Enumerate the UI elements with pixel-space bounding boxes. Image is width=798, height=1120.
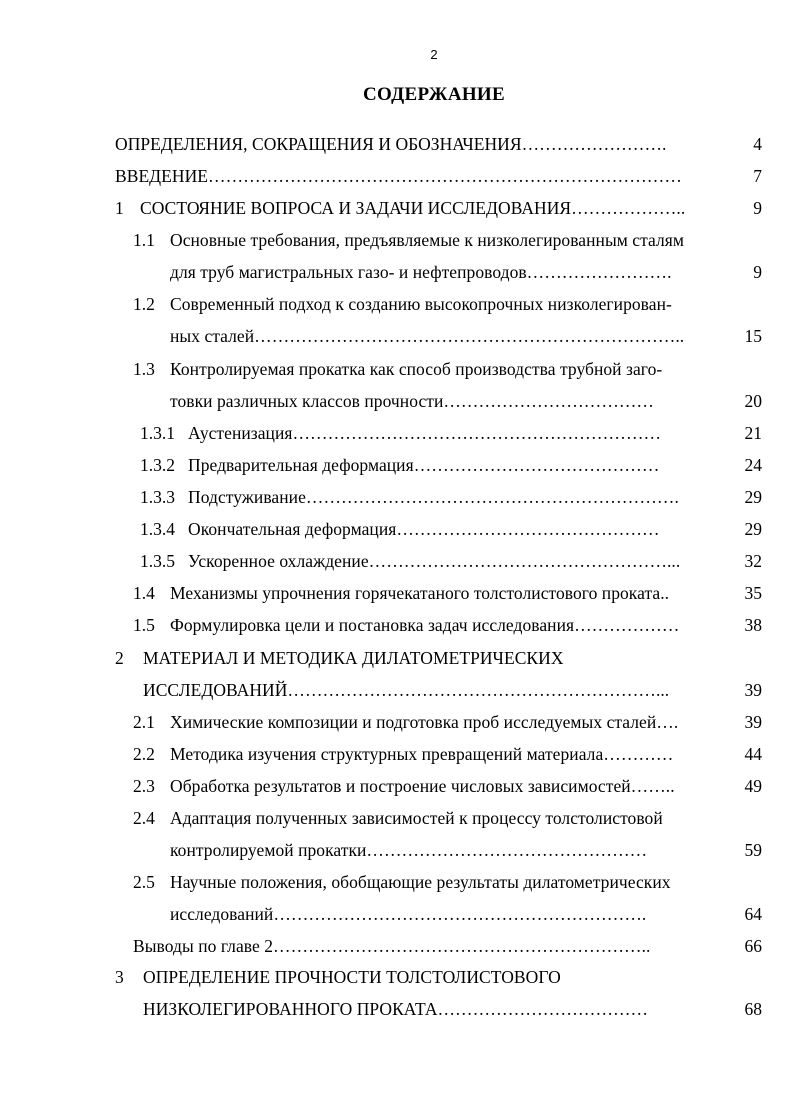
toc-entry-1-3-5[interactable] [140, 548, 730, 574]
toc-entry-2-3[interactable] [133, 773, 730, 799]
toc-entry-2-2[interactable] [133, 741, 730, 767]
toc-entry-number: 1 [115, 198, 124, 218]
toc-entry-title: Адаптация полученных зависимостей к процессу толстолистовой [170, 808, 663, 828]
toc-entry-title-cont: НИЗКОЛЕГИРОВАННОГО ПРОКАТА……………………………… [143, 999, 649, 1019]
toc-entry-2-1[interactable] [133, 709, 730, 735]
toc-entry-title: МАТЕРИАЛ И МЕТОДИКА ДИЛАТОМЕТРИЧЕСКИХ [143, 648, 564, 668]
toc-entry-chapter-1[interactable] [115, 195, 730, 221]
toc-entry-page: 38 [744, 615, 762, 635]
toc-entry-number: 1.5 [133, 615, 155, 635]
toc-entry-1-1-continued[interactable] [170, 259, 730, 285]
toc-entry-page: 68 [744, 999, 762, 1019]
toc-entry-conclusions-2[interactable] [133, 933, 730, 959]
toc-entry-page: 66 [744, 936, 762, 956]
toc-entry-page: 21 [744, 423, 762, 443]
toc-entry-title: Механизмы упрочнения горячекатаного толстолистового проката.. [170, 583, 670, 603]
toc-entry-1-1[interactable] [133, 227, 730, 253]
toc-entry-1-3[interactable] [133, 356, 730, 382]
toc-entry-page: 7 [753, 166, 762, 186]
toc-entry-1-2[interactable] [133, 291, 730, 317]
toc-entry-page: 15 [744, 326, 762, 346]
toc-entry-title: Предварительная деформация…………………………………… [188, 455, 660, 475]
toc-entry-page: 29 [744, 487, 762, 507]
toc-entry-title: Научные положения, обобщающие результаты дилатометрических [170, 872, 671, 892]
toc-entry-title: Обработка результатов и построение числовых зависимостей…….. [170, 776, 675, 796]
toc-entry-1-3-3[interactable] [140, 484, 730, 510]
toc-entry-title: СОСТОЯНИЕ ВОПРОСА И ЗАДАЧИ ИССЛЕДОВАНИЯ……………….. [140, 198, 686, 218]
toc-entry-page: 64 [744, 904, 762, 924]
toc-entry-chapter-3[interactable] [115, 964, 730, 990]
toc-entry-number: 2.1 [133, 712, 155, 732]
page-number: 2 [430, 47, 438, 62]
toc-entry-page: 9 [753, 198, 762, 218]
toc-entry-page: 20 [744, 391, 762, 411]
toc-entry-number: 2.3 [133, 776, 155, 796]
toc-entry-title-cont: контролируемой прокатки………………………………………… [170, 840, 648, 860]
toc-entry-2-5[interactable] [133, 869, 730, 895]
toc-entry-page: 44 [744, 744, 762, 764]
toc-entry-1-3-1[interactable] [140, 420, 730, 446]
toc-entry-1-5[interactable] [133, 612, 730, 638]
toc-entry-title-cont: исследований………………………………………………………. [170, 904, 647, 924]
toc-entry-page: 9 [753, 262, 762, 282]
toc-entry-title: Ускоренное охлаждение……………………………………………... [188, 551, 681, 571]
toc-entry-number: 1.3.3 [140, 487, 175, 507]
toc-entry-number: 3 [115, 967, 124, 987]
toc-entry-chapter-2-continued[interactable] [143, 677, 730, 703]
toc-entry-page: 24 [744, 455, 762, 475]
toc-entry-title: Основные требования, предъявляемые к низколегированным сталям [170, 230, 685, 250]
toc-entry-title: Подстуживание………………………………………………………. [188, 487, 679, 507]
toc-entry-number: 1.2 [133, 294, 155, 314]
toc-entry-2-4[interactable] [133, 805, 730, 831]
toc-entry-number: 2.5 [133, 872, 155, 892]
toc-entry-page: 39 [744, 680, 762, 700]
toc-entry-number: 1.3.1 [140, 423, 175, 443]
toc-entry-number: 1.3.4 [140, 519, 175, 539]
toc-entry-1-3-2[interactable] [140, 452, 730, 478]
toc-entry-definitions[interactable] [115, 131, 725, 157]
toc-entry-title: Методика изучения структурных превращений материала………… [170, 744, 674, 764]
toc-entry-page: 32 [744, 551, 762, 571]
toc-entry-title: Аустенизация……………………………………………………… [188, 423, 662, 443]
toc-entry-page: 49 [744, 776, 762, 796]
toc-entry-title: Современный подход к созданию высокопрочных низколегирован- [170, 294, 672, 314]
toc-entry-2-4-continued[interactable] [170, 837, 730, 863]
toc-entry-1-2-continued[interactable] [170, 323, 730, 349]
toc-title: СОДЕРЖАНИЕ [363, 84, 505, 105]
toc-entry-number: 1.4 [133, 583, 155, 603]
toc-entry-title-cont: для труб магистральных газо- и нефтепроводов……………………. [170, 262, 672, 282]
toc-entry-introduction[interactable] [115, 163, 725, 189]
toc-entry-title: Формулировка цели и постановка задач исследования……………… [170, 615, 680, 635]
toc-entry-title: Выводы по главе 2……………………………………………………….. [133, 936, 651, 956]
toc-entry-2-5-continued[interactable] [170, 901, 730, 927]
toc-entry-title: Контролируемая прокатка как способ производства трубной заго- [170, 359, 663, 379]
toc-entry-title: ОПРЕДЕЛЕНИЕ ПРОЧНОСТИ ТОЛСТОЛИСТОВОГО [143, 967, 561, 987]
toc-entry-1-3-continued[interactable] [170, 388, 730, 414]
toc-entry-page: 29 [744, 519, 762, 539]
toc-entry-page: 35 [744, 583, 762, 603]
toc-entry-title-cont: товки различных классов прочности……………………………… [170, 391, 654, 411]
toc-entry-chapter-2[interactable] [115, 645, 730, 671]
toc-entry-page: 39 [744, 712, 762, 732]
toc-entry-title: Химические композиции и подготовка проб исследуемых сталей…. [170, 712, 679, 732]
toc-entry-number: 2.2 [133, 744, 155, 764]
toc-entry-title: ВВЕДЕНИЕ……………………………………………………………………… [115, 166, 682, 186]
toc-entry-title: Окончательная деформация……………………………………… [188, 519, 660, 539]
toc-entry-number: 1.3.5 [140, 551, 175, 571]
toc-entry-chapter-3-continued[interactable] [143, 996, 730, 1022]
toc-entry-title-cont: ных сталей……………………………………………………………….. [170, 326, 685, 346]
toc-entry-number: 1.1 [133, 230, 155, 250]
toc-entry-page: 59 [744, 840, 762, 860]
toc-entry-title: ОПРЕДЕЛЕНИЯ, СОКРАЩЕНИЯ И ОБОЗНАЧЕНИЯ……………………. [115, 134, 667, 154]
toc-entry-title-cont: ИССЛЕДОВАНИЙ………………………………………………………... [143, 680, 670, 700]
toc-entry-number: 2 [115, 648, 124, 668]
toc-entry-1-4[interactable] [133, 580, 730, 606]
toc-entry-1-3-4[interactable] [140, 516, 730, 542]
toc-entry-number: 2.4 [133, 808, 155, 828]
toc-entry-number: 1.3.2 [140, 455, 175, 475]
toc-entry-number: 1.3 [133, 359, 155, 379]
toc-entry-page: 4 [753, 134, 762, 154]
